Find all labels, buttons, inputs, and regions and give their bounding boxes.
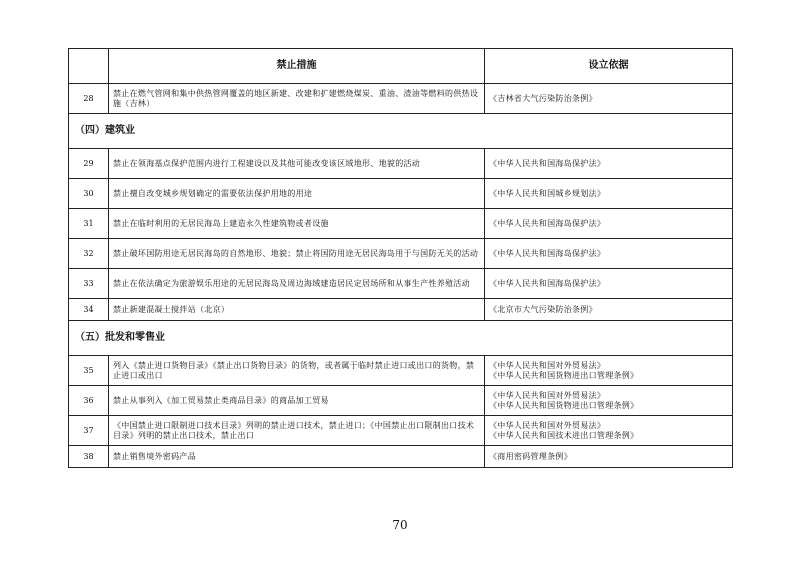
measure-cell: 《中国禁止进口限制进口技术目录》列明的禁止进口技术，禁止进口；《中国禁止出口限制出口技术目录》列明的禁止出口技术，禁止出口 <box>109 416 485 446</box>
measure-cell: 禁止擅自改变城乡规划确定的需要依法保护用地的用途 <box>109 179 485 209</box>
measure-cell: 列入《禁止进口货物目录》《禁止出口货物目录》的货物，或者属于临时禁止进口或出口的货物，禁止进口或出口 <box>109 356 485 386</box>
basis-cell: 《中华人民共和国海岛保护法》 <box>485 209 733 239</box>
row-number: 38 <box>69 446 109 468</box>
row-number: 33 <box>69 269 109 299</box>
header-number <box>69 49 109 84</box>
table-row <box>69 209 733 239</box>
table-row <box>69 356 733 386</box>
section-title: （四）建筑业 <box>69 114 733 149</box>
row-number: 29 <box>69 149 109 179</box>
basis-cell: 《中华人民共和国对外贸易法》 《中华人民共和国货物进出口管理条例》 <box>485 386 733 416</box>
row-number: 35 <box>69 356 109 386</box>
measure-cell: 禁止在领海基点保护范围内进行工程建设以及其他可能改变该区域地形、地貌的活动 <box>109 149 485 179</box>
section-title: （五）批发和零售业 <box>69 321 733 356</box>
table-row <box>69 179 733 209</box>
basis-cell: 《中华人民共和国海岛保护法》 <box>485 269 733 299</box>
table-body <box>69 84 733 468</box>
section-row <box>69 114 733 149</box>
section-row <box>69 321 733 356</box>
header-basis: 设立依据 <box>485 49 733 84</box>
measure-cell: 禁止在临时利用的无居民海岛上建造永久性建筑物或者设施 <box>109 209 485 239</box>
table-row <box>69 299 733 321</box>
table-row <box>69 386 733 416</box>
measure-cell: 禁止销售境外密码产品 <box>109 446 485 468</box>
row-number: 30 <box>69 179 109 209</box>
measure-cell: 禁止破坏国防用途无居民海岛的自然地形、地貌；禁止将国防用途无居民海岛用于与国防无关的活动 <box>109 239 485 269</box>
basis-cell: 《北京市大气污染防治条例》 <box>485 299 733 321</box>
page-number: 70 <box>392 518 408 532</box>
measure-cell: 禁止新建混凝土搅拌站（北京） <box>109 299 485 321</box>
table-row <box>69 239 733 269</box>
row-number: 31 <box>69 209 109 239</box>
table-row <box>69 416 733 446</box>
table-row <box>69 84 733 114</box>
row-number: 32 <box>69 239 109 269</box>
table-row <box>69 149 733 179</box>
basis-cell: 《中华人民共和国城乡规划法》 <box>485 179 733 209</box>
regulation-table <box>68 48 733 468</box>
row-number: 36 <box>69 386 109 416</box>
row-number: 34 <box>69 299 109 321</box>
table-header-row <box>69 49 733 84</box>
table-row <box>69 269 733 299</box>
measure-cell: 禁止从事列入《加工贸易禁止类商品目录》的商品加工贸易 <box>109 386 485 416</box>
row-number: 37 <box>69 416 109 446</box>
table-row <box>69 446 733 468</box>
basis-cell: 《吉林省大气污染防治条例》 <box>485 84 733 114</box>
basis-cell: 《中华人民共和国海岛保护法》 <box>485 149 733 179</box>
basis-cell: 《中华人民共和国对外贸易法》 《中华人民共和国技术进出口管理条例》 <box>485 416 733 446</box>
basis-cell: 《中华人民共和国对外贸易法》 《中华人民共和国货物进出口管理条例》 <box>485 356 733 386</box>
basis-cell: 《商用密码管理条例》 <box>485 446 733 468</box>
basis-cell: 《中华人民共和国海岛保护法》 <box>485 239 733 269</box>
header-measure: 禁止措施 <box>109 49 485 84</box>
measure-cell: 禁止在燃气管网和集中供热管网覆盖的地区新建、改建和扩建燃烧煤炭、重油、渣油等燃料的供热设施（吉林） <box>109 84 485 114</box>
row-number: 28 <box>69 84 109 114</box>
measure-cell: 禁止在依法确定为旅游娱乐用途的无居民海岛及周边海域建造居民定居场所和从事生产性养殖活动 <box>109 269 485 299</box>
